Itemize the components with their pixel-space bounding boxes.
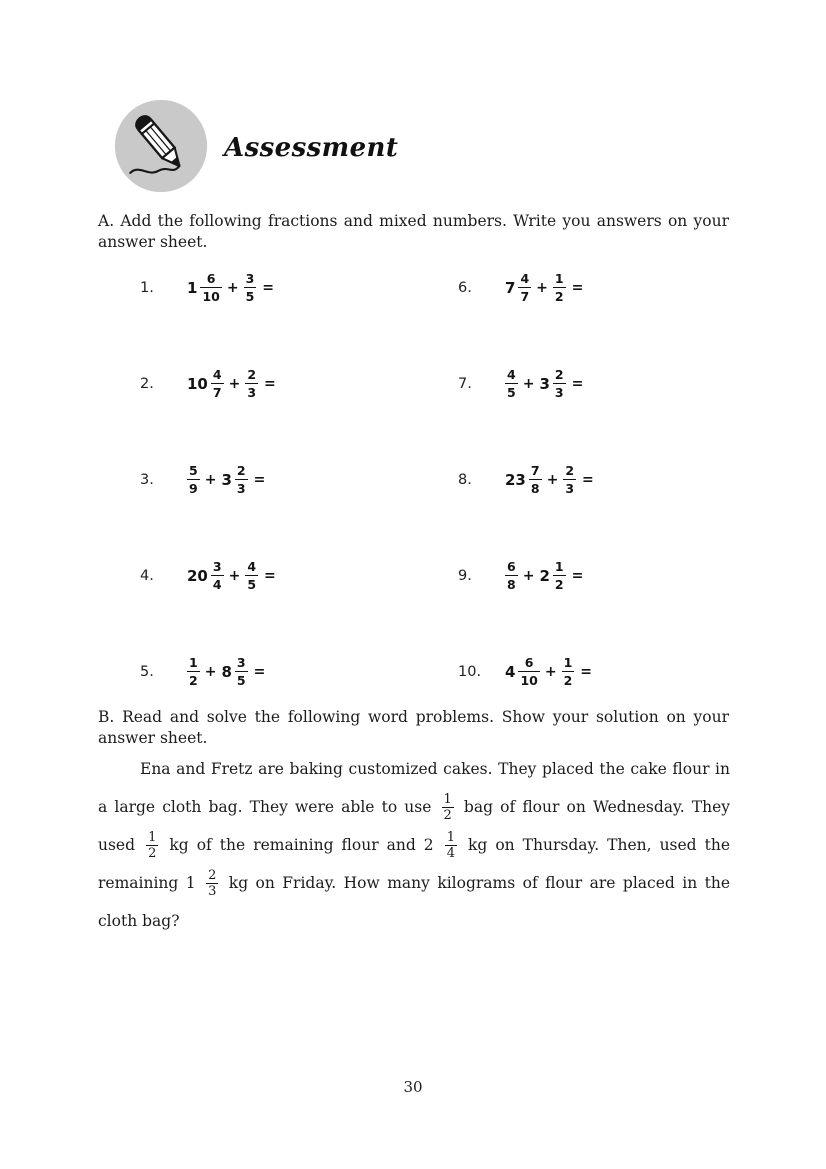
fraction-numerator: 1 [563, 655, 573, 671]
equals-sign: = [582, 472, 594, 488]
fraction [235, 656, 248, 688]
fraction-bar [562, 671, 575, 672]
fraction [200, 272, 221, 304]
problem-number: 5. [140, 664, 154, 680]
problem-expression [505, 464, 594, 496]
fraction-numerator: 2 [208, 867, 217, 883]
fraction [244, 272, 257, 304]
whole-number: 1 [187, 279, 198, 297]
fraction-denominator: 2 [554, 577, 564, 592]
problem-expression [505, 656, 592, 688]
problem-item [98, 432, 416, 528]
fraction-numerator: 2 [236, 463, 246, 479]
fraction-bar [553, 575, 566, 576]
fraction-numerator: 2 [565, 463, 575, 479]
fraction [187, 464, 200, 496]
problem-item [98, 336, 416, 432]
whole-number: 23 [505, 471, 526, 489]
fraction-denominator: 2 [563, 673, 573, 688]
fraction-denominator: 3 [236, 481, 246, 496]
fraction-denominator: 5 [245, 289, 255, 304]
section-b-instruction: B. Read and solve the following word problems. Show your solution on your answer sheet. [98, 708, 729, 747]
fraction [553, 560, 566, 592]
fraction-bar [518, 671, 539, 672]
fraction-denominator: 3 [565, 481, 575, 496]
fraction-bar [529, 479, 542, 480]
problem-number: 3. [140, 472, 154, 488]
fraction-bar [505, 383, 518, 384]
fraction [442, 793, 454, 824]
fraction-numerator: 7 [530, 463, 540, 479]
fraction-denominator: 7 [212, 385, 222, 400]
problem-number: 2. [140, 376, 154, 392]
fraction [553, 272, 566, 304]
problem-item [416, 432, 729, 528]
fraction-numerator: 3 [245, 271, 255, 287]
page-number: 30 [403, 1078, 423, 1096]
fraction-denominator: 8 [507, 577, 516, 592]
problem-expression [187, 368, 276, 400]
plus-operator: + [228, 376, 241, 392]
fraction-bar [235, 671, 248, 672]
fraction [211, 560, 224, 592]
fraction-numerator: 6 [507, 559, 516, 575]
fraction [187, 656, 200, 688]
fraction-numerator: 4 [507, 367, 516, 383]
fraction [505, 368, 518, 400]
fraction [245, 560, 258, 592]
equals-sign: = [264, 376, 276, 392]
plus-operator: + [204, 664, 217, 680]
problem-item [98, 624, 416, 720]
fraction [206, 869, 218, 900]
fraction-numerator: 2 [554, 367, 564, 383]
plus-operator: + [546, 472, 559, 488]
problem-expression [187, 464, 265, 496]
whole-number: 8 [221, 663, 232, 681]
fraction [235, 464, 248, 496]
fraction-numerator: 1 [554, 559, 564, 575]
fraction-numerator: 6 [206, 271, 216, 287]
fraction-bar [200, 287, 221, 288]
problem-item [98, 240, 416, 336]
fraction-numerator: 6 [524, 655, 534, 671]
fraction-numerator: 1 [554, 271, 564, 287]
problem-number: 4. [140, 568, 154, 584]
fraction-bar [211, 383, 224, 384]
fraction-numerator: 3 [212, 559, 222, 575]
fraction-numerator: 3 [236, 655, 246, 671]
fraction-denominator: 8 [530, 481, 540, 496]
fraction-numerator: 5 [189, 463, 198, 479]
plus-operator: + [522, 568, 535, 584]
fraction-denominator: 9 [189, 481, 198, 496]
whole-number: 4 [505, 663, 516, 681]
plus-operator: + [522, 376, 535, 392]
word-problem-text: Ena and Fretz are baking customized cakes. They placed the cake flour in a large cloth bag. They were able to use $\frac{1}{2}$ bag of flour on Wednesday. They used $\frac{1}{2}$ kg of the remaining flour and 2 $\frac{1}{4}$ kg on Thursday. Then, used the remaining 1 $\frac{2}{3}$ kg on Friday. How many kilograms of flour are placed in the cloth bag? [98, 760, 731, 930]
equals-sign: = [571, 568, 584, 584]
fraction-denominator: 4 [446, 846, 455, 861]
fraction [529, 464, 542, 496]
plus-operator: + [536, 280, 548, 296]
fraction-numerator: 1 [148, 829, 157, 845]
fraction-bar [211, 575, 224, 576]
problem-expression [187, 272, 274, 304]
fraction [553, 368, 566, 400]
fraction-numerator: 4 [247, 559, 257, 575]
fraction-denominator: 10 [520, 673, 538, 688]
fraction-denominator: 10 [202, 289, 220, 304]
fraction [518, 656, 539, 688]
fraction-bar [244, 287, 257, 288]
problem-item [416, 528, 729, 624]
fraction-bar [518, 287, 531, 288]
fraction [245, 368, 258, 400]
fraction [445, 831, 457, 862]
page-title: Assessment [224, 133, 399, 163]
problem-number: 8. [458, 472, 472, 488]
equals-sign: = [571, 376, 584, 392]
equals-sign: = [253, 664, 266, 680]
fraction [146, 831, 158, 862]
fraction-numerator: 2 [247, 367, 257, 383]
problem-expression [505, 368, 583, 400]
problem-number: 7. [458, 376, 472, 392]
whole-number: 20 [187, 567, 208, 585]
assessment-header-icon [113, 98, 209, 194]
equals-sign: = [253, 472, 266, 488]
equals-sign: = [571, 280, 584, 296]
fraction-denominator: 2 [148, 846, 157, 861]
fraction [563, 464, 576, 496]
section-a-instruction: A. Add the following fractions and mixed numbers. Write you answers on your answer sheet. [98, 212, 729, 251]
plus-operator: + [226, 280, 239, 296]
fraction-denominator: 2 [554, 289, 564, 304]
problem-expression [505, 272, 583, 304]
fraction-denominator: 3 [208, 884, 217, 899]
fraction-bar [553, 287, 566, 288]
whole-number: 2 [539, 567, 550, 585]
fraction-denominator: 5 [236, 673, 246, 688]
problem-number: 10. [458, 664, 482, 680]
fraction-numerator: 4 [212, 367, 222, 383]
problem-expression [187, 656, 265, 688]
fraction-bar [505, 575, 518, 576]
whole-number: 3 [221, 471, 232, 489]
fraction-denominator: 4 [212, 577, 222, 592]
plus-operator: + [204, 472, 217, 488]
problem-item [416, 624, 729, 720]
problems-grid [98, 240, 729, 720]
fraction-denominator: 2 [189, 673, 198, 688]
fraction-bar [187, 671, 200, 672]
fraction [211, 368, 224, 400]
whole-number: 7 [505, 279, 516, 297]
fraction-bar [245, 575, 258, 576]
fraction-denominator: 5 [507, 385, 516, 400]
whole-number: 10 [187, 375, 208, 393]
fraction-bar [245, 383, 258, 384]
fraction-numerator: 1 [443, 791, 452, 807]
fraction-bar [553, 383, 566, 384]
problem-number: 1. [140, 280, 154, 296]
fraction-bar [563, 479, 576, 480]
fraction-bar [235, 479, 248, 480]
pencil-icon [113, 98, 209, 194]
problem-item [416, 240, 729, 336]
fraction [505, 560, 518, 592]
plus-operator: + [228, 568, 241, 584]
fraction-denominator: 2 [443, 808, 452, 823]
equals-sign: = [262, 280, 275, 296]
equals-sign: = [580, 664, 593, 680]
fraction-numerator: 1 [446, 829, 455, 845]
fraction-bar [187, 479, 200, 480]
fraction-denominator: 3 [247, 385, 257, 400]
problem-expression [505, 560, 583, 592]
fraction-numerator: 4 [520, 271, 530, 287]
problem-expression [187, 560, 276, 592]
fraction-denominator: 5 [247, 577, 257, 592]
whole-number: 3 [539, 375, 550, 393]
fraction-numerator: 1 [189, 655, 198, 671]
problem-number: 6. [458, 280, 472, 296]
fraction [562, 656, 575, 688]
fraction-denominator: 7 [520, 289, 530, 304]
fraction [518, 272, 531, 304]
problem-item [416, 336, 729, 432]
plus-operator: + [544, 664, 557, 680]
problem-number: 9. [458, 568, 472, 584]
fraction-denominator: 3 [554, 385, 564, 400]
problem-item [98, 528, 416, 624]
equals-sign: = [264, 568, 276, 584]
